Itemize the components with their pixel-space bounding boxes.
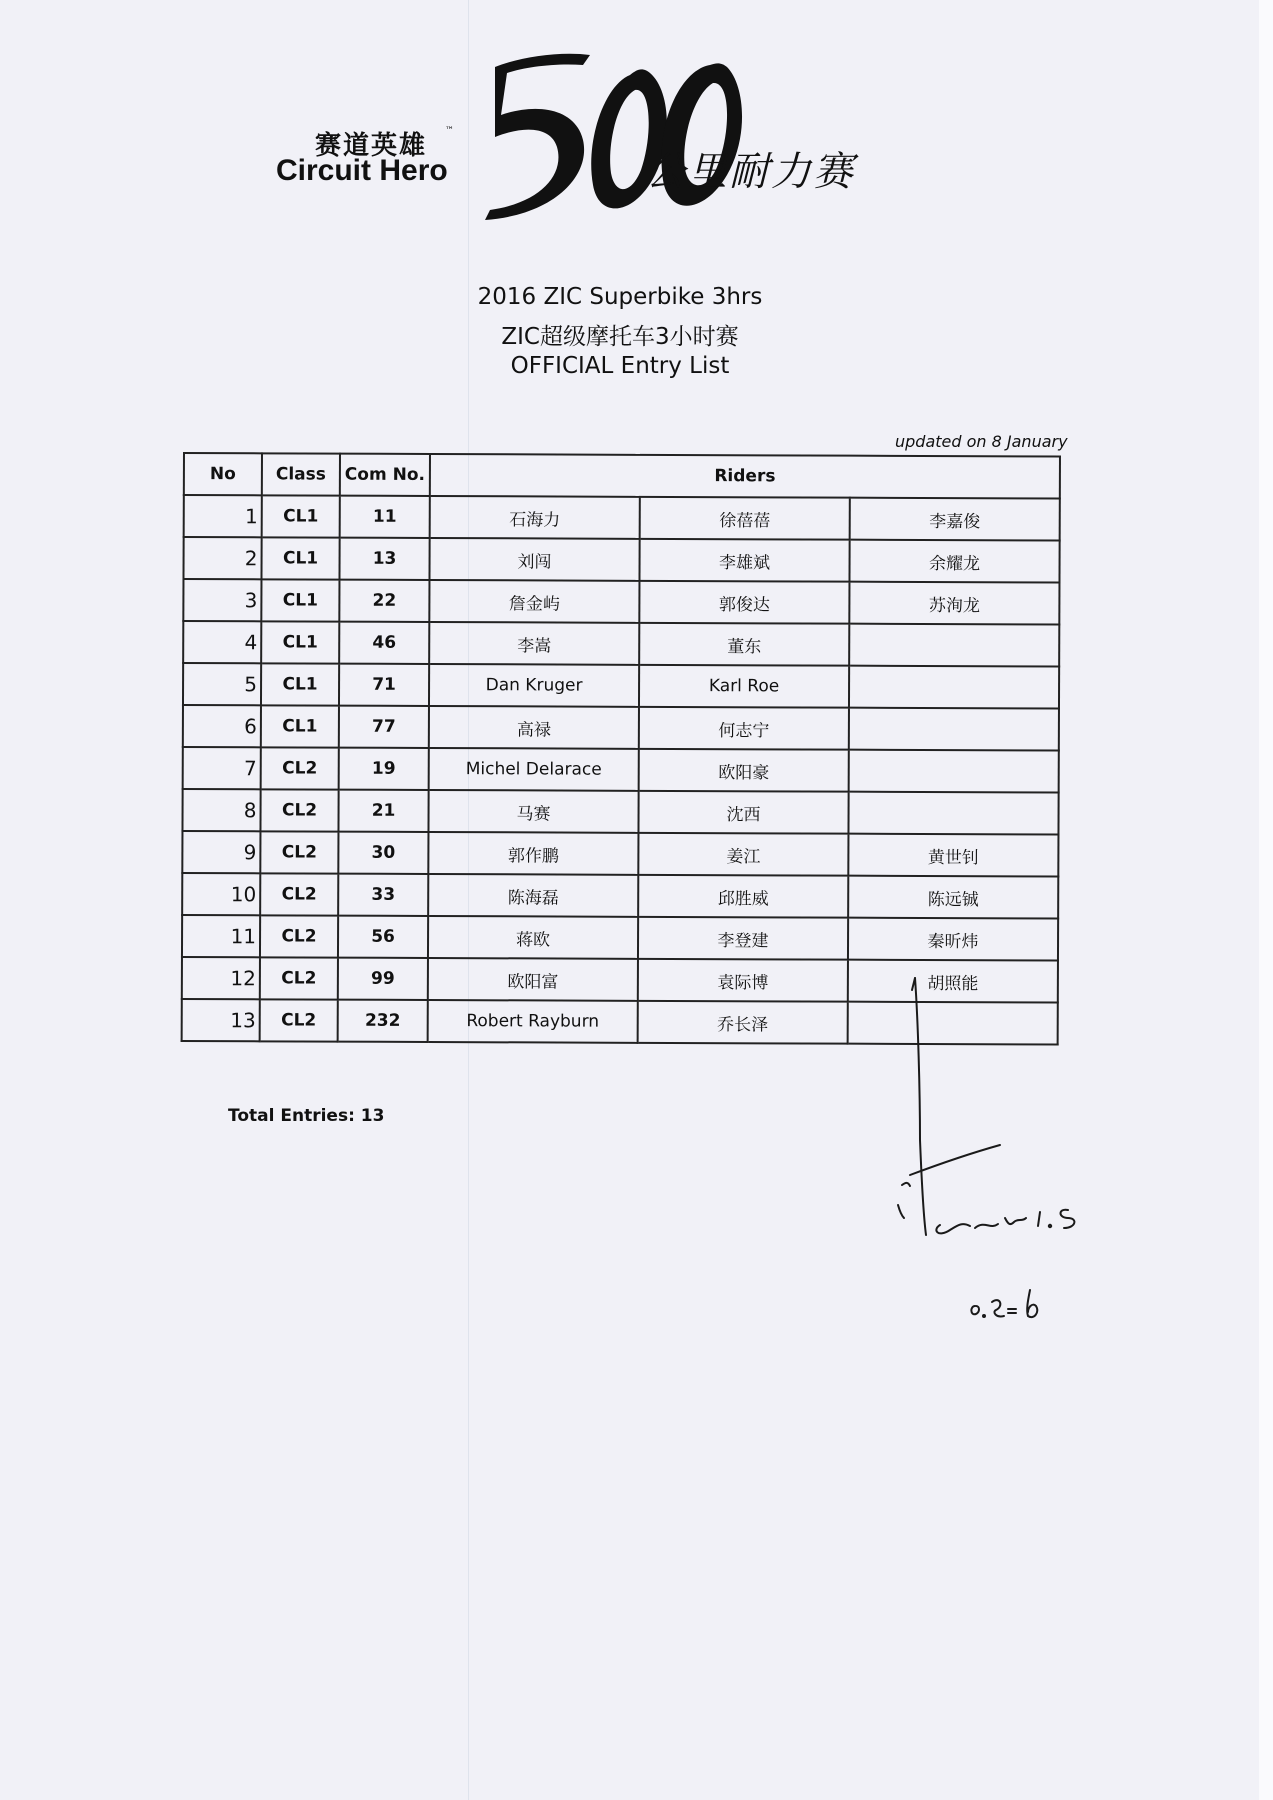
cell-com-no: 19 bbox=[339, 748, 429, 790]
cell-no: 4 bbox=[183, 621, 261, 663]
cell-com-no: 11 bbox=[340, 496, 430, 538]
table-row bbox=[184, 495, 1060, 541]
cell-rider-2: 何志宁 bbox=[639, 707, 849, 750]
header-no: No bbox=[184, 453, 262, 495]
cell-com-no: 21 bbox=[338, 790, 428, 832]
cell-rider-3 bbox=[848, 792, 1058, 835]
cell-no: 12 bbox=[182, 957, 260, 999]
cell-rider-1: 陈海磊 bbox=[428, 874, 638, 917]
table-row bbox=[183, 663, 1059, 709]
table-row bbox=[182, 915, 1058, 961]
cell-class: CL2 bbox=[260, 873, 338, 915]
cell-rider-2: 徐蓓蓓 bbox=[640, 497, 850, 540]
header-class: Class bbox=[262, 453, 340, 495]
event-title: 2016 ZIC Superbike 3hrs bbox=[477, 284, 763, 310]
cell-rider-2: 邱胜威 bbox=[638, 875, 848, 918]
logo-event-name: 公里耐力赛 bbox=[645, 149, 855, 195]
cell-com-no: 13 bbox=[339, 538, 429, 580]
cell-rider-2: 姜江 bbox=[638, 833, 848, 876]
logo-chinese-name: 赛道英雄 bbox=[315, 131, 428, 161]
cell-rider-3: 胡照能 bbox=[848, 960, 1058, 1003]
cell-rider-1: 刘闯 bbox=[429, 538, 639, 581]
cell-class: CL1 bbox=[261, 537, 339, 579]
cell-rider-3 bbox=[849, 624, 1059, 667]
paper-edge bbox=[1259, 0, 1273, 1800]
logo-trademark: ™ bbox=[445, 126, 454, 136]
cell-rider-2: Karl Roe bbox=[639, 665, 849, 708]
cell-rider-2: 郭俊达 bbox=[639, 581, 849, 624]
cell-rider-3 bbox=[849, 666, 1059, 709]
cell-class: CL2 bbox=[260, 999, 338, 1041]
cell-com-no: 232 bbox=[338, 1000, 428, 1042]
cell-no: 9 bbox=[182, 831, 260, 873]
table-row bbox=[183, 705, 1059, 751]
table-row bbox=[183, 621, 1059, 667]
cell-rider-3: 余耀龙 bbox=[849, 540, 1059, 583]
event-title-chinese: ZIC超级摩托车3小时赛 bbox=[501, 324, 739, 350]
cell-com-no: 99 bbox=[338, 958, 428, 1000]
cell-class: CL1 bbox=[261, 705, 339, 747]
cell-class: CL2 bbox=[260, 957, 338, 999]
table-row bbox=[182, 873, 1058, 919]
cell-class: CL1 bbox=[261, 621, 339, 663]
cell-rider-2: 李登建 bbox=[638, 917, 848, 960]
document-title: OFFICIAL Entry List bbox=[510, 353, 730, 379]
cell-rider-1: 高禄 bbox=[429, 706, 639, 749]
cell-rider-1: Dan Kruger bbox=[429, 664, 639, 707]
cell-no: 8 bbox=[182, 789, 260, 831]
table-row bbox=[183, 747, 1059, 793]
table-row bbox=[183, 579, 1059, 625]
cell-rider-1: 郭作鹏 bbox=[428, 832, 638, 875]
cell-rider-2: 乔长泽 bbox=[638, 1001, 848, 1044]
cell-class: CL1 bbox=[261, 579, 339, 621]
header-com-no: Com No. bbox=[340, 454, 430, 496]
cell-rider-1: 马赛 bbox=[428, 790, 638, 833]
cell-com-no: 46 bbox=[339, 622, 429, 664]
cell-class: CL2 bbox=[261, 747, 339, 789]
logo-english-name: Circuit Hero bbox=[276, 154, 448, 187]
cell-com-no: 33 bbox=[338, 874, 428, 916]
cell-rider-3: 秦昕炜 bbox=[848, 918, 1058, 961]
cell-class: CL2 bbox=[260, 915, 338, 957]
cell-no: 1 bbox=[184, 495, 262, 537]
cell-rider-1: 石海力 bbox=[430, 496, 640, 539]
cell-no: 5 bbox=[183, 663, 261, 705]
cell-rider-1: 詹金屿 bbox=[429, 580, 639, 623]
entry-list-table bbox=[181, 452, 1061, 1046]
cell-rider-3 bbox=[849, 750, 1059, 793]
cell-no: 3 bbox=[183, 579, 261, 621]
cell-rider-2: 袁际博 bbox=[638, 959, 848, 1002]
cell-no: 7 bbox=[183, 747, 261, 789]
cell-com-no: 71 bbox=[339, 664, 429, 706]
cell-rider-3: 苏洵龙 bbox=[849, 582, 1059, 625]
cell-rider-3: 陈远铖 bbox=[848, 876, 1058, 919]
cell-rider-2: 欧阳豪 bbox=[639, 749, 849, 792]
cell-rider-1: Michel Delarace bbox=[429, 748, 639, 791]
handwritten-signature bbox=[880, 960, 1130, 1330]
cell-rider-1: 李嵩 bbox=[429, 622, 639, 665]
cell-rider-2: 李雄斌 bbox=[639, 539, 849, 582]
table-row bbox=[182, 831, 1058, 877]
cell-rider-1: Robert Rayburn bbox=[428, 1000, 638, 1043]
table-row bbox=[182, 789, 1058, 835]
logo-500-brush-graphic bbox=[465, 45, 755, 225]
updated-note: updated on 8 January bbox=[895, 432, 1068, 451]
header-riders: Riders bbox=[430, 454, 1060, 499]
cell-rider-1: 蒋欧 bbox=[428, 916, 638, 959]
cell-rider-2: 董东 bbox=[639, 623, 849, 666]
cell-rider-1: 欧阳富 bbox=[428, 958, 638, 1001]
cell-com-no: 77 bbox=[339, 706, 429, 748]
table-header-row bbox=[184, 453, 1060, 499]
cell-no: 6 bbox=[183, 705, 261, 747]
cell-class: CL2 bbox=[260, 789, 338, 831]
cell-com-no: 30 bbox=[338, 832, 428, 874]
cell-rider-3: 黄世钊 bbox=[848, 834, 1058, 877]
cell-no: 10 bbox=[182, 873, 260, 915]
total-entries: Total Entries: 13 bbox=[228, 1106, 385, 1126]
cell-class: CL1 bbox=[261, 663, 339, 705]
cell-com-no: 56 bbox=[338, 916, 428, 958]
cell-rider-3: 李嘉俊 bbox=[850, 498, 1060, 541]
table-row bbox=[183, 537, 1059, 583]
cell-class: CL2 bbox=[260, 831, 338, 873]
cell-rider-2: 沈西 bbox=[638, 791, 848, 834]
cell-rider-3 bbox=[849, 708, 1059, 751]
cell-com-no: 22 bbox=[339, 580, 429, 622]
cell-no: 2 bbox=[183, 537, 261, 579]
cell-no: 13 bbox=[182, 999, 260, 1041]
cell-class: CL1 bbox=[262, 495, 340, 537]
cell-no: 11 bbox=[182, 915, 260, 957]
